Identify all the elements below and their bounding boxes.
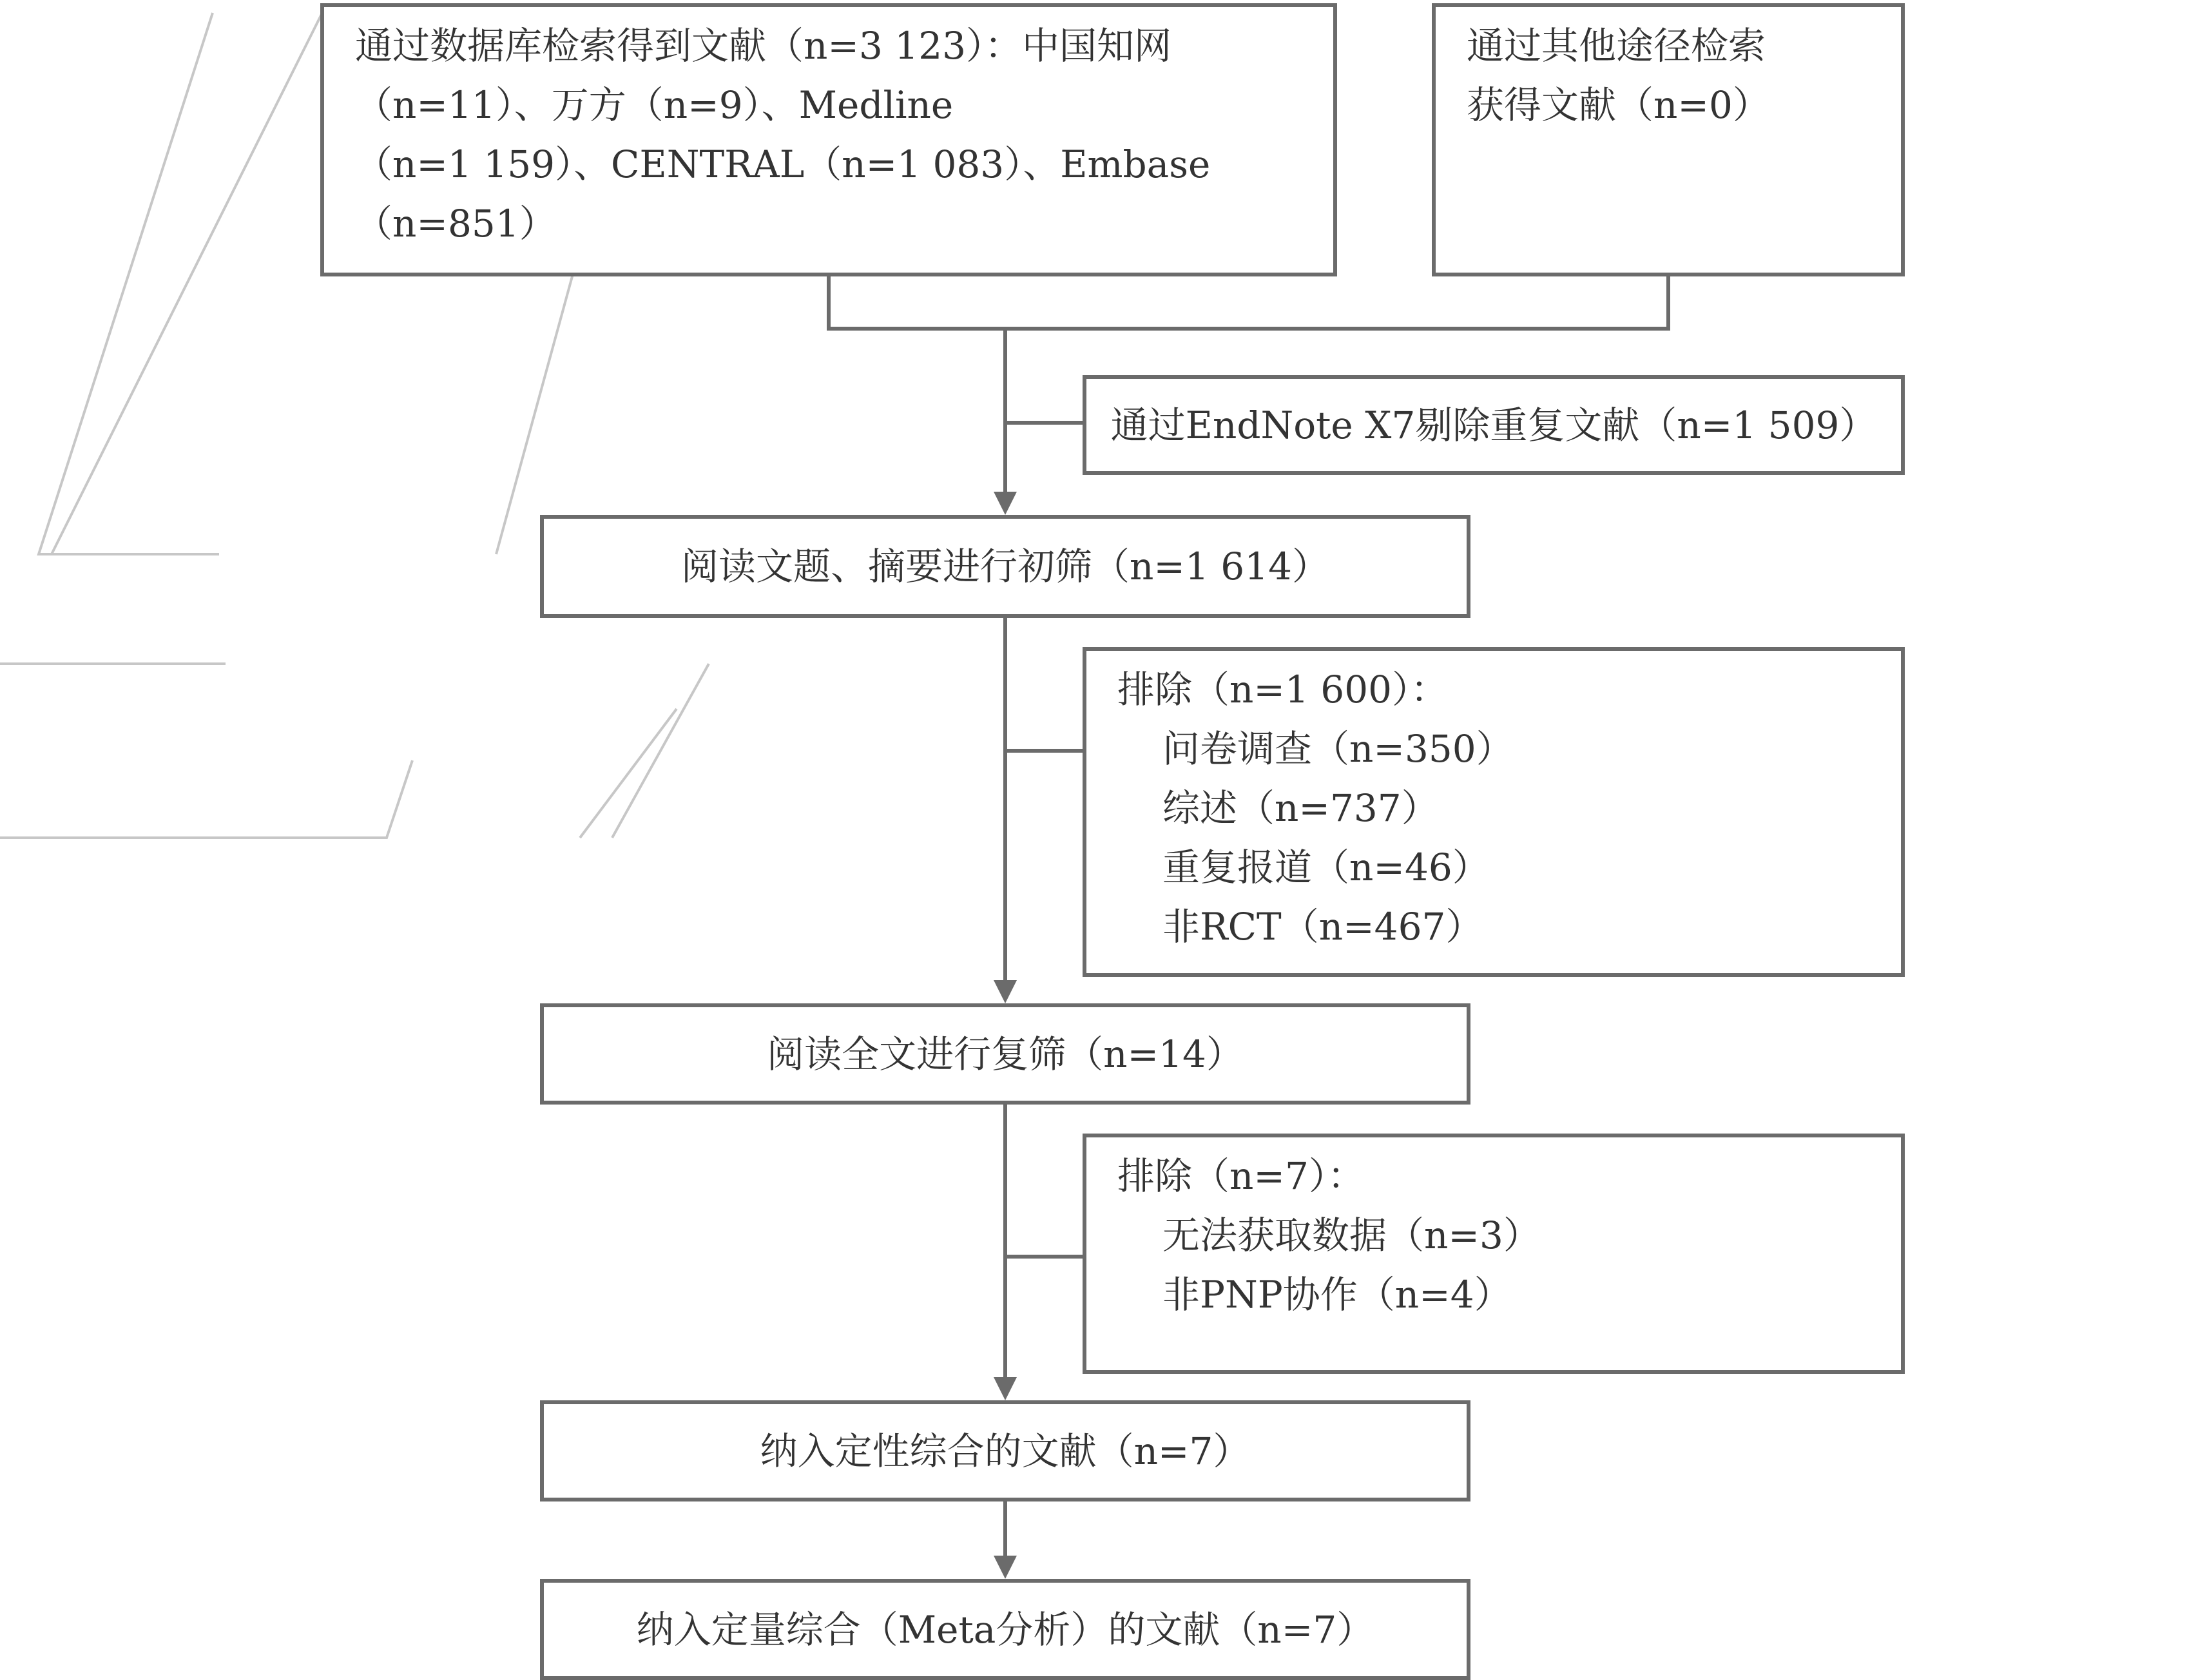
quantitative-synthesis-box	[540, 1579, 1470, 1680]
screen-title-abstract-text: 阅读文题、摘要进行初筛（n=1 614）	[681, 545, 1329, 588]
exclusion-1-item: 重复报道（n=46）	[1162, 845, 1490, 889]
exclusion-1-item: 综述（n=737）	[1162, 786, 1439, 830]
db-search-box	[320, 3, 1337, 276]
exclusion-1-heading: 排除（n=1 600）：	[1117, 668, 1448, 711]
db-search-line-4: （n=851）	[355, 202, 557, 246]
dedup-text: 通过EndNote X7剔除重复文献（n=1 509）	[1110, 403, 1877, 447]
merge-line	[829, 276, 1668, 329]
screen-fulltext-box	[540, 1003, 1470, 1105]
db-search-line-3: （n=1 159）、CENTRAL（n=1 083）、Embase	[355, 142, 1211, 186]
exclusion-1-item: 非RCT（n=467）	[1162, 905, 1483, 949]
dedup-box	[1083, 375, 1905, 475]
other-search-line-2: 获得文献（n=0）	[1467, 83, 1770, 127]
exclusion-2-box	[1083, 1134, 1905, 1374]
db-search-line-1: 通过数据库检索得到文献（n=3 123）：中国知网	[355, 24, 1171, 68]
exclusion-2-item: 无法获取数据（n=3）	[1162, 1213, 1541, 1257]
other-search-box	[1432, 3, 1905, 276]
quantitative-synthesis-text: 纳入定量综合（Meta分析）的文献（n=7）	[636, 1607, 1374, 1652]
exclusion-1-item: 问卷调查（n=350）	[1162, 727, 1514, 771]
db-search-line-2: （n=11）、万方（n=9）、Medline	[355, 83, 954, 127]
screen-title-abstract-box	[540, 515, 1470, 618]
qualitative-synthesis-text: 纳入定性综合的文献（n=7）	[760, 1429, 1251, 1473]
exclusion-1-box	[1083, 647, 1905, 977]
exclusion-2-item: 非PNP协作（n=4）	[1162, 1273, 1512, 1317]
qualitative-synthesis-box	[540, 1400, 1470, 1501]
exclusion-2-heading: 排除（n=7）：	[1117, 1154, 1365, 1198]
other-search-line-1: 通过其他途径检索	[1467, 24, 1766, 68]
screen-fulltext-text: 阅读全文进行复筛（n=14）	[767, 1032, 1244, 1076]
